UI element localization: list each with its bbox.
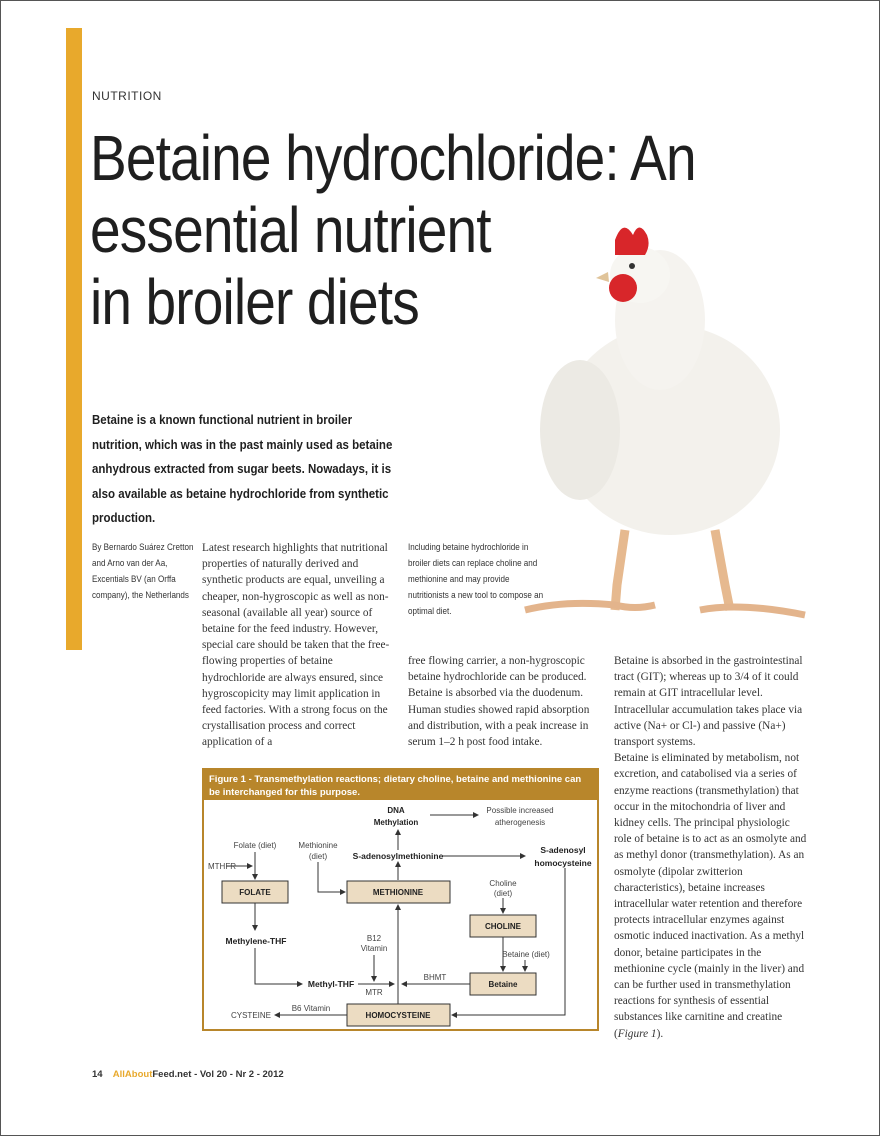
figure-reference[interactable]: Figure 1 (617, 1027, 657, 1040)
node-sah: homocysteine (534, 858, 592, 868)
paragraph (614, 750, 809, 1042)
page-footer (92, 1069, 284, 1080)
label-betaine-diet: Betaine (diet) (502, 950, 550, 959)
node-homocysteine: HOMOCYSTEINE (365, 1011, 431, 1020)
label-bhmt: BHMT (423, 973, 447, 982)
label-b12: Vitamin (360, 944, 388, 953)
node-methionine: METHIONINE (372, 888, 424, 897)
node-choline: CHOLINE (485, 922, 521, 931)
label-choline-diet: Choline (489, 879, 517, 888)
section-label: NUTRITION (92, 89, 162, 103)
title-line: Betaine hydrochloride: An (90, 122, 696, 194)
paragraph-end: ). (656, 1027, 664, 1040)
label-mthfr: MTHFR (208, 862, 236, 871)
figure-caption: Figure 1 - Transmethylation reactions; dietary choline, betaine and methionine can be interchanged for this purpose. (204, 770, 597, 800)
label-folate-diet: Folate (diet) (233, 841, 277, 850)
label-choline-diet: (diet) (493, 889, 513, 898)
node-betaine: Betaine (488, 980, 518, 989)
node-atherogenesis: Possible increased (486, 806, 554, 815)
pull-quote: Including betaine hydrochloride in broiler diets can replace choline and methionine and may provide nutritionists a new tool to compose an optimal diet. (408, 542, 544, 617)
node-folate: FOLATE (239, 888, 271, 897)
body-column-3 (614, 653, 809, 1042)
body-column-1: Latest research highlights that nutritional properties of naturally derived and synthetic products are equal, unveiling a cheaper, non-hygroscopic as well as non-seasonal (available all year) source of betaine for the feed industry. However, special care should be taken that the free-flowing properties of betaine hydrochloride are always ensured, since hygroscopicity may limit application in feed factories. With a strong focus on the crystallisation process and correct application of a (202, 542, 390, 749)
body-column-2: free flowing carrier, a non-hygroscopic betaine hydrochloride can be produced. Betaine is absorbed via the duodenum. Human studies showed rapid absorption and distribution, with a peak increase in serum 1–2 h post food intake. (408, 655, 590, 749)
article-lead: Betaine is a known functional nutrient in broiler nutrition, which was in the past mainly used as betaine anhydrous extracted from sugar beets. Nowadays, it is also available as betaine hydrochloride from synthetic production. (92, 413, 393, 525)
chicken-image (520, 210, 820, 630)
label-methionine-diet: Methionine (298, 841, 338, 850)
node-methyl-thf: Methyl-THF (307, 979, 355, 989)
footer-issue: Feed.net - Vol 20 - Nr 2 - 2012 (152, 1069, 284, 1080)
node-atherogenesis: atherogenesis (494, 818, 546, 827)
node-dna: Methylation (373, 818, 419, 827)
paragraph-text: Betaine is eliminated by metabolism, not excretion, and catabolised via a series of enzyme reactions (transmethylation) that occur in the mitochondria of liver and kidney cells. The principal physiologic role of betaine is to act as an osmolyte and as methyl donor (transmethylation). As an osmolyte (dipolar zwitterion characteristics), betaine increases intracellular water retention and therefore protects intracellular enzymes against osmotic induced inactivation. As a methyl donor, betaine participates in the methionine cycle (mainly in the liver) and can be further used in transmethylation reactions for synthesis of essential substances like carnitine and creatine ( (614, 752, 807, 1040)
title-line: in broiler diets (90, 266, 419, 338)
byline: By Bernardo Suárez Cretton and Arno van der Aa, Excentials BV (an Orffa company), the Netherlands (92, 542, 194, 601)
label-b6: B6 Vitamin (291, 1004, 331, 1013)
paragraph: Betaine is absorbed in the gastrointestinal tract (GIT); whereas up to 3/4 of it could remain at GIT intracellular level. Intracellular accumulation takes place via active (Na+ or Cl-) and passive (Na+) transport systems. (614, 655, 803, 749)
node-sah: S-adenosyl (540, 845, 586, 855)
brand-prefix: AllAbout (112, 1069, 153, 1080)
node-cysteine: CYSTEINE (230, 1011, 272, 1020)
transmethylation-diagram (204, 800, 597, 1029)
page-number: 14 (92, 1069, 103, 1080)
node-sam: S-adenosylmethionine (352, 851, 444, 861)
figure-1 (202, 768, 599, 1031)
label-b12: B12 (366, 934, 382, 943)
label-methionine-diet: (diet) (308, 852, 328, 861)
node-dna: DNA (387, 806, 405, 815)
title-line: essential nutrient (90, 194, 491, 266)
node-methylene-thf: Methylene-THF (225, 936, 287, 946)
label-mtr: MTR (365, 988, 383, 997)
accent-bar (66, 28, 82, 650)
